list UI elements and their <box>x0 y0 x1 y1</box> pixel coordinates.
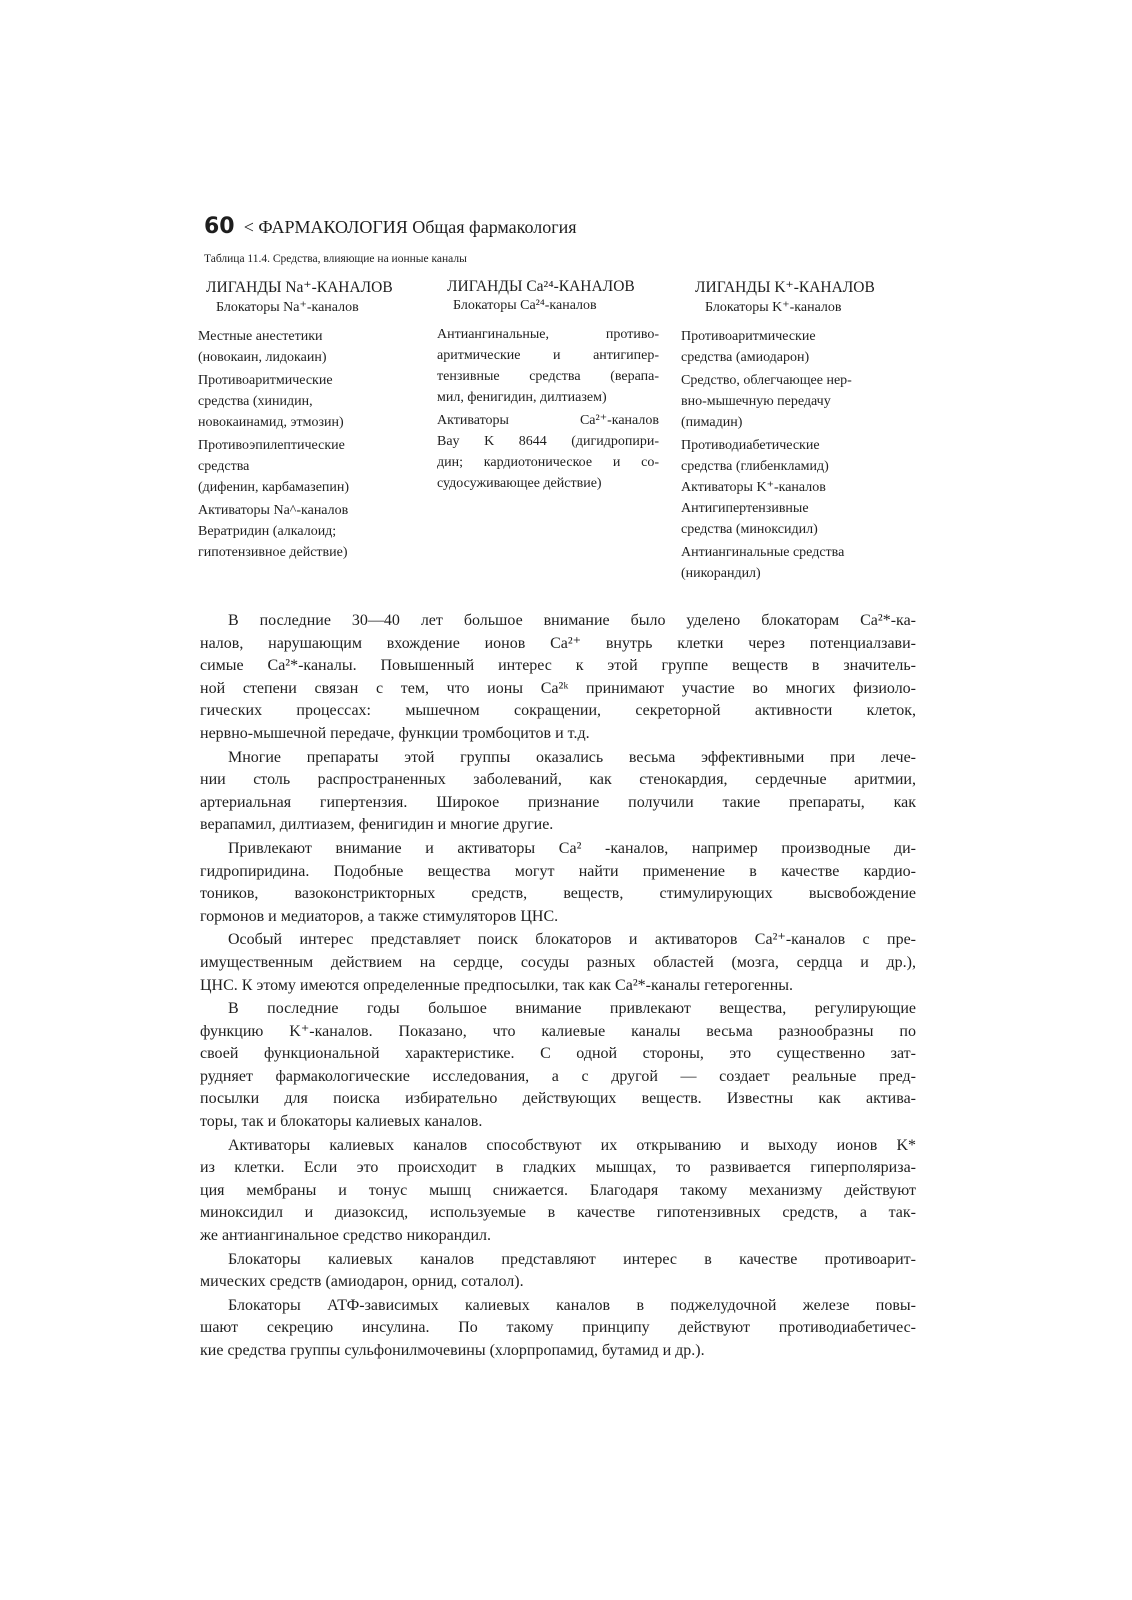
text-line: своей функциональной характеристике. С одной стороны, это существенно зат- <box>200 1045 916 1063</box>
entry-line: Вератридин (алкалоид; <box>198 524 337 539</box>
entry-line: Антигипертензивные <box>681 501 809 516</box>
entry-line: средства (глибенкламид) <box>681 459 829 474</box>
text-line: В последние 30—40 лет большое внимание было уделено блокаторам Ca²*-ка- <box>228 612 916 629</box>
table-caption: Таблица 11.4. Средства, влияющие на ионные каналы <box>204 253 467 265</box>
running-title: < ФАРМАКОЛОГИЯ Общая фармакология <box>243 217 577 237</box>
entry-line: Противоэпилептические <box>198 438 345 453</box>
text-line: верапамил, дилтиазем, фенигидин и многие другие. <box>200 816 554 834</box>
column-subheading: Блокаторы Na⁺-каналов <box>216 300 359 315</box>
text-line: гидропиридина. Подобные вещества могут найти применение в качестве кардио- <box>200 862 916 880</box>
column-subheading: Блокаторы Ca²⁴-каналов <box>453 298 597 313</box>
text-line: функцию K⁺-каналов. Показано, что калиевые каналы весьма разнообразны по <box>200 1022 916 1040</box>
text-line: Особый интерес представляет поиск блокаторов и активаторов Ca²⁺-каналов с пре- <box>228 931 916 949</box>
text-line: из клетки. Если это происходит в гладких мышцах, то развивается гиперполяриза- <box>200 1159 916 1177</box>
entry-line: средства <box>198 459 250 474</box>
entry-line: средства (миноксидил) <box>681 522 818 537</box>
text-line: В последние годы большое внимание привлекают вещества, регулирующие <box>228 1000 916 1018</box>
paragraph <box>200 610 916 746</box>
text-line: посылки для поиска избирательно действующих веществ. Известны как актива- <box>200 1090 916 1108</box>
text-line: рудняет фармакологические исследования, а с другой — создает реальные пред- <box>200 1067 916 1085</box>
entry-line: гипотензивное действие) <box>198 545 348 560</box>
table-entry <box>198 500 410 563</box>
table-entry <box>198 435 410 498</box>
entry-line: дин; кардиотоническое и со- <box>437 455 659 470</box>
text-line: имущественным действием на сердце, сосуды разных областей (мозга, сердца и др.), <box>200 953 916 971</box>
entry-line: Активаторы K⁺-каналов <box>681 480 826 495</box>
entry-line: Антиангинальные средства <box>681 545 845 560</box>
table-entry <box>437 324 659 408</box>
entry-line: средства (хинидин, <box>198 394 313 409</box>
k-channel-column <box>681 278 897 586</box>
paragraph <box>200 1249 916 1294</box>
page-number: 60 <box>204 214 235 239</box>
text-line: Многие препараты этой группы оказались весьма эффективными при лече- <box>228 748 916 766</box>
paragraph <box>200 998 916 1134</box>
entry-line: Противоаритмические <box>198 373 333 388</box>
paragraph <box>200 929 916 997</box>
text-line: ЦНС. К этому имеются определенные предпосылки, так как Ca²*-каналы гетерогенны. <box>200 976 793 994</box>
table-entry <box>681 326 897 368</box>
entry-line: Антиангинальные, противо- <box>437 327 659 342</box>
text-line: Блокаторы калиевых каналов представляют интерес в качестве противоарит- <box>228 1250 916 1268</box>
text-line: артериальная гипертензия. Широкое признание получили такие препараты, как <box>200 793 916 811</box>
text-line: налов, нарушающим вхождение ионов Ca²⁺ внутрь клетки через потенциалзави- <box>200 634 916 652</box>
text-line: нервно-мышечной передаче, функции тромбоцитов и т.д. <box>200 724 590 742</box>
table-entry <box>681 370 897 433</box>
entry-line: тензивные средства (верапа- <box>437 369 659 384</box>
table-entry <box>198 326 410 368</box>
text-line: миноксидил и диазоксид, используемые в качестве гипотензивных средств, а так- <box>200 1204 916 1222</box>
entry-line: средства (амиодарон) <box>681 350 810 365</box>
entry-line: (никорандил) <box>681 566 761 581</box>
table-entry <box>437 410 659 494</box>
body-text <box>200 610 916 1364</box>
table-entry <box>681 435 897 540</box>
text-line: же антиангинальное средство никорандил. <box>200 1227 492 1245</box>
entry-line: новокаинамид, этмозин) <box>198 415 344 430</box>
text-line: тоников, вазоконстрикторных средств, веществ, стимулирующих высвобождение <box>200 885 916 903</box>
entry-line: аритмические и антигипер- <box>437 348 659 363</box>
paragraph <box>200 1295 916 1363</box>
entry-line: Bay K 8644 (дигидропири- <box>437 434 659 449</box>
paragraph <box>200 838 916 928</box>
text-line: Блокаторы АТФ-зависимых калиевых каналов в поджелудочной железе повы- <box>228 1296 916 1314</box>
entry-line: Противоаритмические <box>681 329 816 344</box>
entry-line: судосуживающее действие) <box>437 476 602 491</box>
entry-line: (новокаин, лидокаин) <box>198 350 327 365</box>
ca-channel-column <box>437 278 659 496</box>
text-line: шают секрецию инсулина. По такому принципу действуют противодиабетичес- <box>200 1319 916 1337</box>
text-line: торы, так и блокаторы калиевых каналов. <box>200 1113 483 1131</box>
column-heading: ЛИГАНДЫ K⁺-КАНАЛОВ <box>695 279 875 296</box>
table-entry <box>198 370 410 433</box>
entry-line: вно-мышечную передачу <box>681 394 831 409</box>
entry-line: (дифенин, карбамазепин) <box>198 480 350 495</box>
column-subheading: Блокаторы K⁺-каналов <box>705 300 842 315</box>
entry-line: Активаторы Ca²⁺-каналов <box>437 413 659 428</box>
entry-line: Средство, облегчающее нер- <box>681 373 852 388</box>
text-line: ция мембраны и тонус мышц снижается. Благодаря такому механизму действуют <box>200 1181 916 1199</box>
paragraph <box>200 1135 916 1248</box>
text-line: Активаторы калиевых каналов способствуют их открыванию и выходу ионов K* <box>228 1136 916 1154</box>
entry-line: Активаторы Na^-каналов <box>198 503 349 518</box>
table-entry <box>681 542 897 584</box>
text-line: гических процессах: мышечном сокращении, секреторной активности клеток, <box>200 702 916 720</box>
running-header <box>204 214 577 239</box>
column-heading: ЛИГАНДЫ Na⁺-КАНАЛОВ <box>206 279 393 296</box>
entry-line: Противодиабетические <box>681 438 820 453</box>
column-heading: ЛИГАНДЫ Ca²⁴-КАНАЛОВ <box>447 278 635 295</box>
text-line: Привлекают внимание и активаторы Ca² -каналов, например производные ди- <box>228 839 916 857</box>
text-line: гормонов и медиаторов, а также стимуляторов ЦНС. <box>200 907 559 925</box>
text-line: мических средств (амиодарон, орнид, соталол). <box>200 1273 524 1291</box>
paragraph <box>200 747 916 837</box>
text-line: симые Ca²*-каналы. Повышенный интерес к этой группе веществ в значитель- <box>200 657 916 675</box>
text-line: ной степени связан с тем, что ионы Ca²ᵏ принимают участие во многих физиоло- <box>200 679 916 697</box>
na-channel-column <box>198 278 410 565</box>
entry-line: (пимадин) <box>681 415 743 430</box>
text-line: нии столь распространенных заболеваний, как стенокардия, сердечные аритмии, <box>200 771 916 789</box>
text-line: кие средства группы сульфонилмочевины (хлорпропамид, бутамид и др.). <box>200 1342 705 1359</box>
entry-line: мил, фенигидин, дилтиазем) <box>437 390 607 405</box>
entry-line: Местные анестетики <box>198 329 323 344</box>
